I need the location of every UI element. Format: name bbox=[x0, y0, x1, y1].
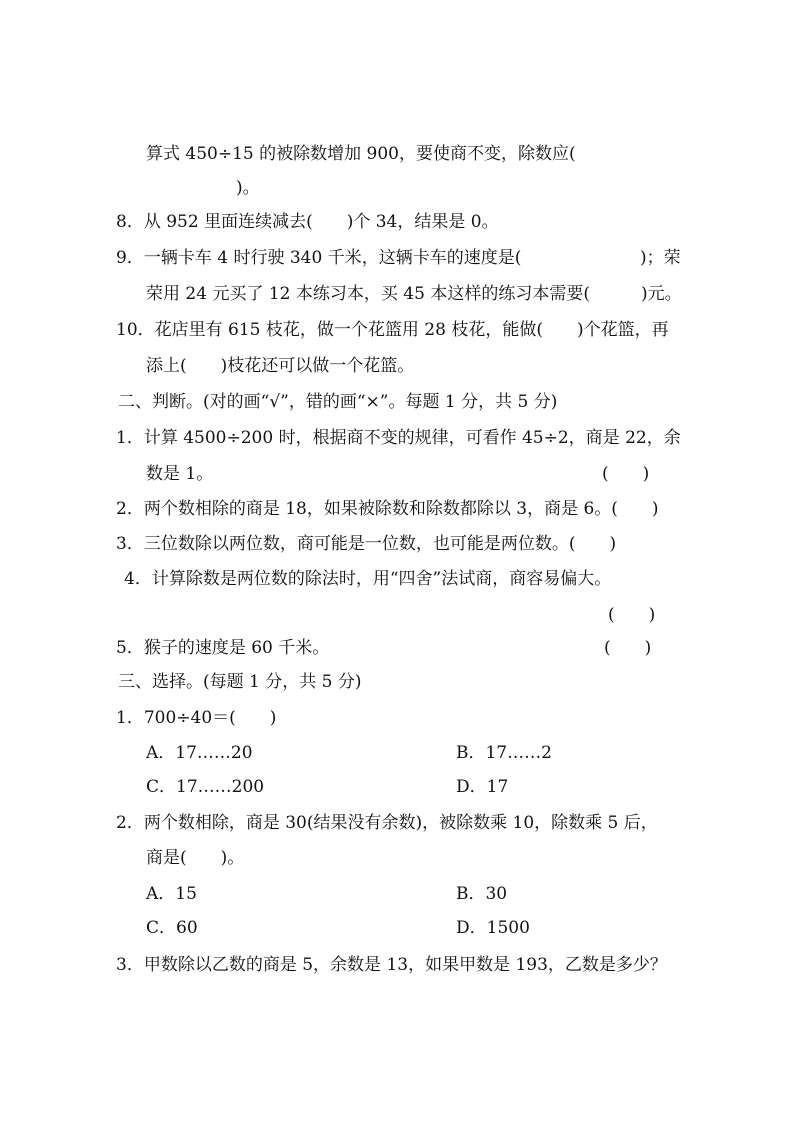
question-7-line-2: )。 bbox=[236, 178, 260, 198]
choice-2-option-c: C．60 bbox=[146, 918, 198, 938]
choice-1-option-d: D．17 bbox=[456, 777, 509, 797]
choice-1-option-a: A．17……20 bbox=[146, 743, 253, 763]
section-2-heading: 二、判断。(对的画“√”，错的画“×”。每题 1 分，共 5 分) bbox=[118, 392, 558, 412]
choice-1-option-b: B．17……2 bbox=[456, 743, 552, 763]
choice-2-option-a: A．15 bbox=[146, 884, 197, 904]
choice-2-option-b: B．30 bbox=[456, 884, 508, 904]
question-10-line-2: 添上( )枝花还可以做一个花篮。 bbox=[146, 356, 415, 376]
question-7-line-1: 算式 450÷15 的被除数增加 900，要使商不变，除数应( bbox=[146, 144, 576, 164]
question-10-line-1: 10．花店里有 615 枝花，做一个花篮用 28 枝花，能做( )个花篮，再 bbox=[116, 320, 669, 340]
judge-question-1-line-2: 数是 1。 bbox=[146, 464, 214, 484]
question-8: 8．从 952 里面连续减去( )个 34，结果是 0。 bbox=[116, 212, 499, 232]
judge-answer-blank-4: ( ) bbox=[608, 605, 656, 625]
question-9-line-1-end: )；荣 bbox=[640, 248, 681, 268]
choice-question-2-line-2: 商是( )。 bbox=[146, 848, 245, 868]
judge-question-2: 2．两个数相除的商是 18，如果被除数和除数都除以 3，商是 6。( ) bbox=[116, 499, 659, 519]
question-9-line-2: 荣用 24 元买了 12 本练习本，买 45 本这样的练习本需要( )元。 bbox=[146, 284, 682, 304]
judge-question-5: 5．猴子的速度是 60 千米。 bbox=[116, 638, 330, 658]
choice-question-1: 1．700÷40＝( ) bbox=[116, 708, 277, 728]
choice-question-3: 3．甲数除以乙数的商是 5，余数是 13，如果甲数是 193，乙数是多少？ bbox=[116, 955, 667, 975]
judge-question-4: 4．计算除数是两位数的除法时，用“四舍”法试商，商容易偏大。 bbox=[124, 569, 612, 589]
choice-2-option-d: D．1500 bbox=[456, 918, 530, 938]
question-9-line-1: 9．一辆卡车 4 时行驶 340 千米，这辆卡车的速度是( bbox=[116, 248, 522, 268]
judge-answer-blank-1: ( ) bbox=[602, 464, 650, 484]
section-3-heading: 三、选择。(每题 1 分，共 5 分) bbox=[118, 672, 362, 692]
judge-question-3: 3．三位数除以两位数，商可能是一位数，也可能是两位数。( ) bbox=[116, 534, 617, 554]
judge-question-1-line-1: 1．计算 4500÷200 时，根据商不变的规律，可看作 45÷2，商是 22，余 bbox=[116, 428, 681, 448]
judge-answer-blank-5: ( ) bbox=[604, 638, 652, 658]
choice-question-2-line-1: 2．两个数相除，商是 30(结果没有余数)，被除数乘 10，除数乘 5 后， bbox=[116, 813, 658, 833]
choice-1-option-c: C．17……200 bbox=[146, 777, 265, 797]
